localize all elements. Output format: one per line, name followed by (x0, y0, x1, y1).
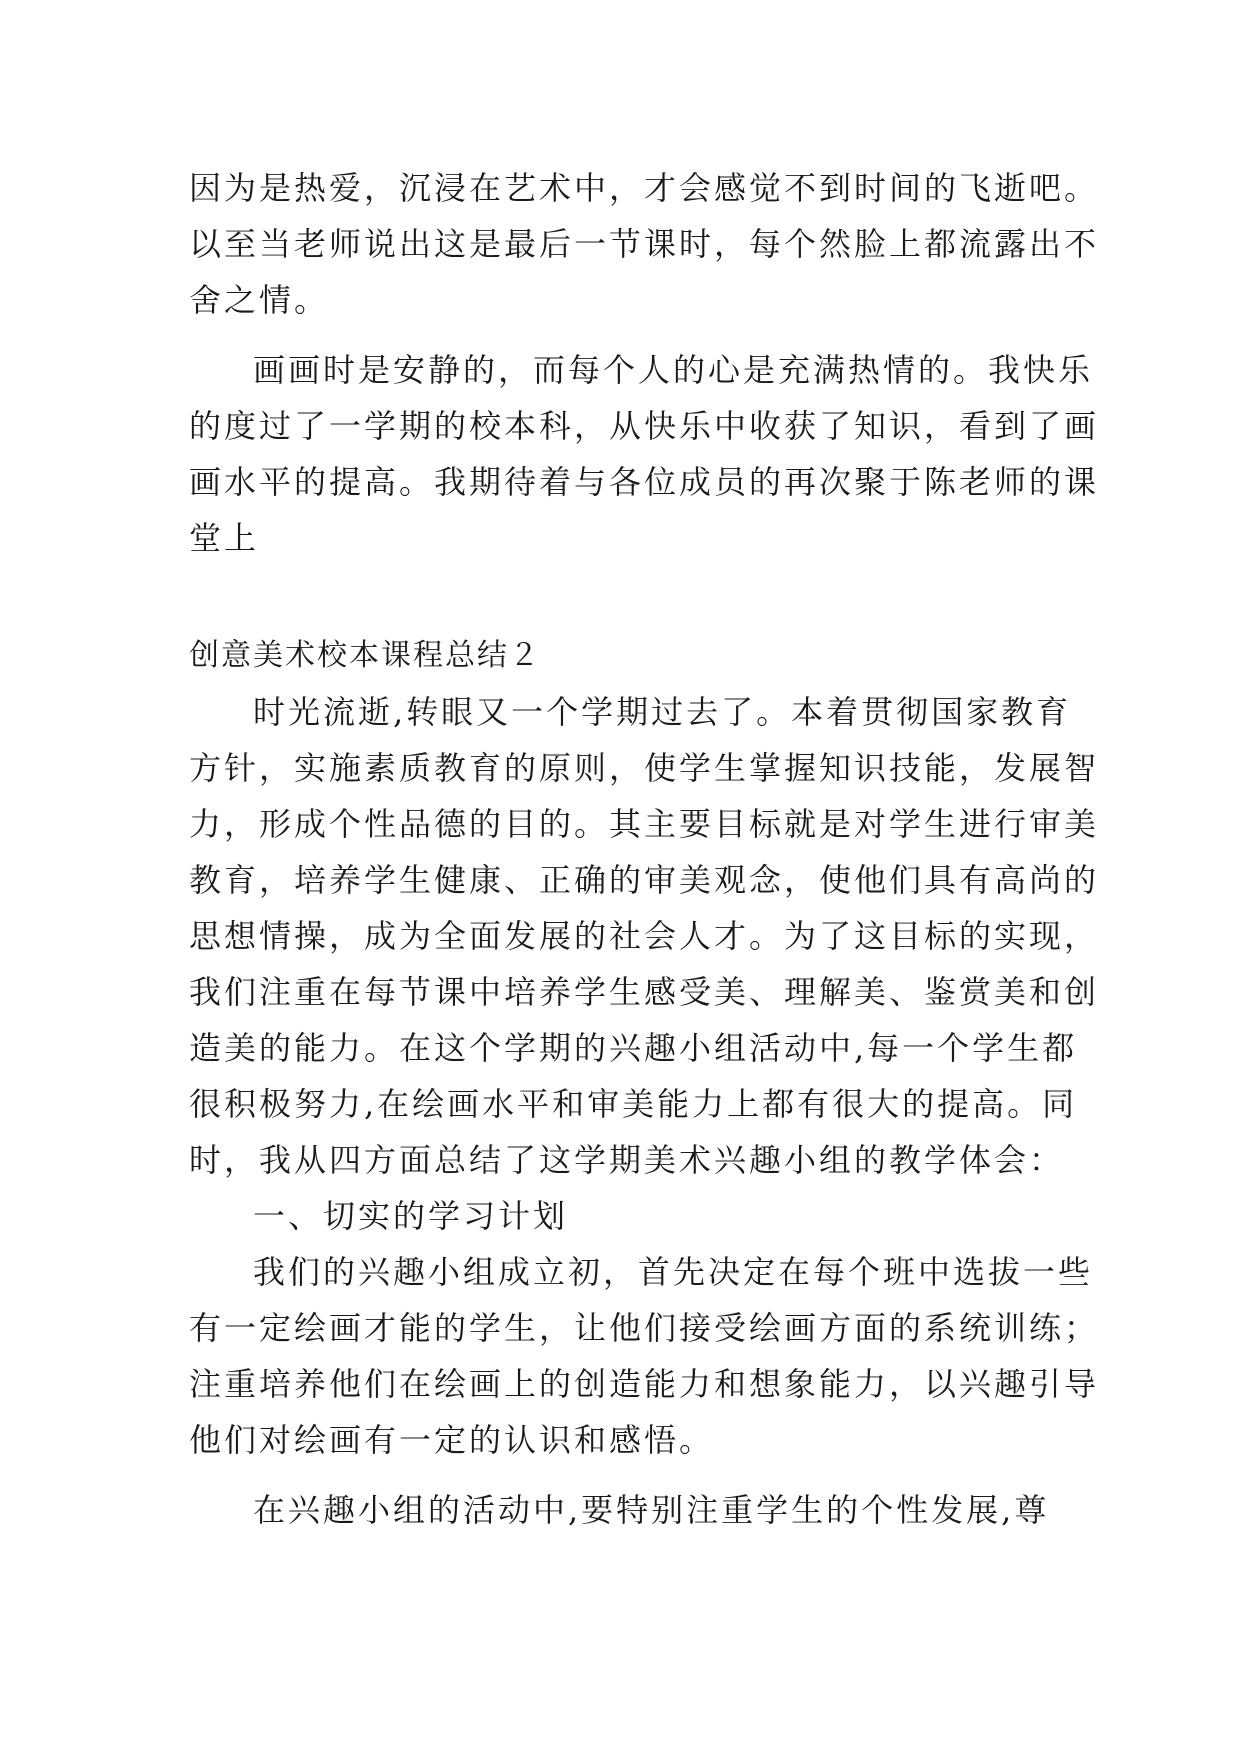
paragraph-3 (189, 684, 1100, 1188)
text-line: 方针，实施素质教育的原则，使学生掌握知识技能，发展智 (189, 749, 1100, 787)
text-line: 有一定绘画才能的学生，让他们接受绘画方面的系统训练； (189, 1309, 1100, 1347)
text-line: 画水平的提高。我期待着与各位成员的再次聚于陈老师的课 (189, 463, 1100, 501)
text-line: 画画时是安静的，而每个人的心是充满热情的。我快乐 (253, 351, 1094, 389)
text-line: 堂上 (189, 519, 260, 557)
paragraph-4 (189, 1244, 1100, 1468)
text-line: 时，我从四方面总结了这学期美术兴趣小组的教学体会： (189, 1141, 1065, 1179)
text-line: 在兴趣小组的活动中,要特别注重学生的个性发展,尊 (253, 1491, 1050, 1529)
text-line: 舍之情。 (189, 281, 330, 319)
text-line: 我们的兴趣小组成立初，首先决定在每个班中选拔一些 (253, 1253, 1094, 1291)
paragraph-5 (189, 1482, 1069, 1538)
document-body (189, 160, 1100, 1538)
text-line: 很积极努力,在绘画水平和审美能力上都有很大的提高。同 (189, 1085, 1078, 1123)
text-line: 注重培养他们在绘画上的创造能力和想象能力，以兴趣引导 (189, 1365, 1100, 1403)
text-line: 的度过了一学期的校本科，从快乐中收获了知识，看到了画 (189, 407, 1100, 445)
text-line: 以至当老师说出这是最后一节课时，每个然脸上都流露出不 (189, 225, 1100, 263)
section-title: 创意美术校本课程总结２ (189, 638, 541, 673)
text-line: 教育，培养学生健康、正确的审美观念，使他们具有高尚的 (189, 861, 1100, 899)
text-line: 因为是热爱，沉浸在艺术中，才会感觉不到时间的飞逝吧。 (189, 169, 1100, 207)
paragraph-1 (189, 160, 1100, 328)
text-line: 造美的能力。在这个学期的兴趣小组活动中,每一个学生都 (189, 1029, 1078, 1067)
subheading: 一、切实的学习计划 (253, 1197, 569, 1235)
text-line: 时光流逝,转眼又一个学期过去了。本着贯彻国家教育 (253, 693, 1072, 731)
text-line: 思想情操，成为全面发展的社会人才。为了这目标的实现， (189, 917, 1100, 955)
text-line: 力，形成个性品德的目的。其主要目标就是对学生进行审美 (189, 805, 1100, 843)
paragraph-2 (189, 342, 1100, 566)
text-line: 他们对绘画有一定的认识和感悟。 (189, 1421, 715, 1459)
text-line: 我们注重在每节课中培养学生感受美、理解美、鉴赏美和创 (189, 973, 1100, 1011)
